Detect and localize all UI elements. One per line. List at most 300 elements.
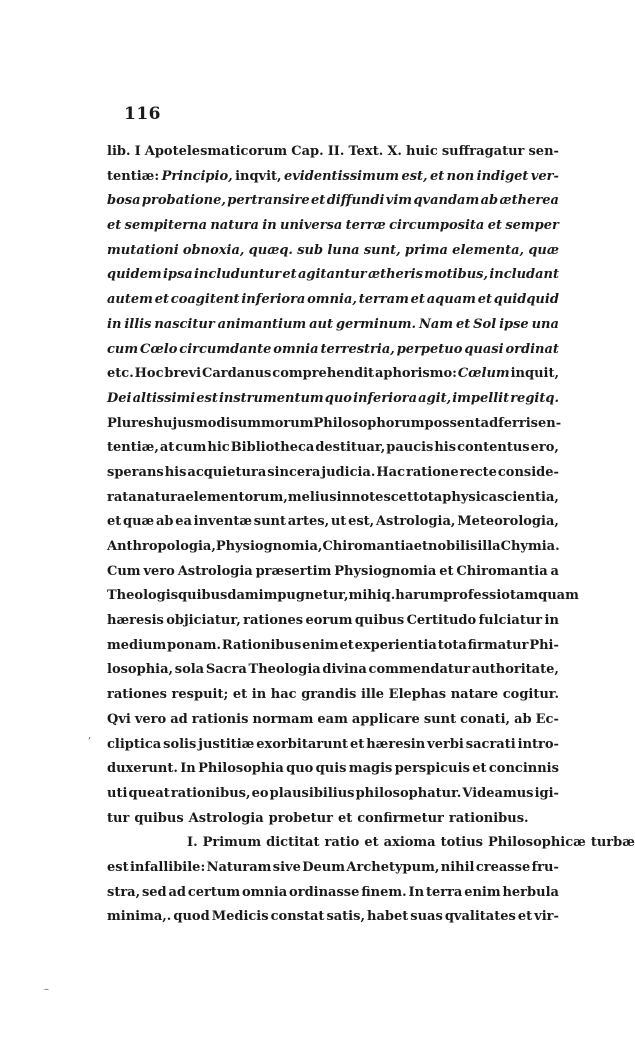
- word: satis,: [326, 909, 365, 925]
- word: huic: [406, 144, 438, 159]
- word: medium: [107, 637, 167, 653]
- word: Theologis: [107, 588, 179, 604]
- word: instrumentum: [218, 390, 324, 406]
- word: confirmetur: [357, 810, 444, 826]
- word: totius: [440, 835, 483, 851]
- text-line: [107, 490, 559, 515]
- word: est: [107, 859, 129, 875]
- word: conati,: [460, 711, 511, 727]
- text-line: [107, 835, 635, 860]
- text-line: [107, 539, 559, 564]
- word: pertransire: [227, 193, 310, 209]
- word: judicia.: [321, 464, 376, 480]
- word: comprehendit: [272, 366, 375, 382]
- text-line: [107, 860, 559, 885]
- word: I: [134, 144, 141, 159]
- word: his: [164, 464, 187, 480]
- word: est: [196, 390, 218, 406]
- word: terra: [425, 884, 463, 900]
- word: habet: [367, 909, 409, 925]
- word: ætheris: [367, 267, 423, 283]
- word: et: [455, 316, 471, 332]
- word: commendatur: [368, 662, 471, 678]
- word: sola: [174, 662, 205, 678]
- word: lib.: [107, 144, 131, 159]
- word: semper: [505, 218, 559, 234]
- text-line: [107, 514, 559, 539]
- word: et: [282, 267, 297, 283]
- word: Medicis: [211, 909, 269, 925]
- word: objiciatur,: [166, 613, 241, 629]
- text-line: [107, 737, 559, 762]
- word: nascitur: [154, 316, 215, 332]
- word: una: [531, 316, 559, 332]
- word: rata: [107, 489, 137, 505]
- text-line: [107, 638, 559, 663]
- word: Certitudo: [406, 613, 477, 629]
- word: possent: [424, 415, 481, 431]
- word: perspicuis: [394, 761, 470, 777]
- word: ab: [480, 193, 499, 209]
- word: Philosophia: [198, 761, 284, 777]
- word: ad: [170, 711, 188, 727]
- word: Dei: [107, 390, 132, 406]
- text-line: [107, 613, 559, 638]
- word: sub: [297, 242, 324, 258]
- word: Sol: [473, 316, 497, 332]
- word: quidem: [107, 267, 162, 283]
- word: ut: [330, 514, 347, 530]
- word: Plures: [107, 415, 154, 431]
- word: et: [410, 292, 425, 308]
- text-line: [107, 761, 559, 786]
- word: natare: [450, 687, 499, 703]
- word: Cœlo: [140, 341, 178, 357]
- word: et: [413, 539, 428, 554]
- word: nihil: [440, 859, 475, 875]
- word: certum: [187, 884, 241, 900]
- word: quidquid: [493, 292, 559, 308]
- word: dictitat: [266, 835, 320, 851]
- word: concinnis: [488, 761, 559, 777]
- word: hac: [270, 687, 297, 703]
- word: Astrologia: [188, 810, 264, 826]
- word: turbæ: [590, 835, 635, 851]
- word: et: [232, 687, 248, 703]
- word: infallibile:: [129, 859, 206, 875]
- word: natura: [210, 218, 259, 234]
- word: a: [550, 563, 559, 579]
- word: perpetuo: [396, 341, 463, 357]
- word: Hoc: [134, 366, 164, 382]
- word: probatione,: [141, 193, 226, 209]
- word: quæ: [123, 514, 155, 530]
- word: ætherea: [499, 193, 559, 209]
- word: elementa,: [452, 242, 525, 258]
- word: luna: [327, 242, 360, 258]
- word: et: [339, 637, 354, 653]
- word: quo: [286, 761, 314, 777]
- word: omnia: [241, 884, 288, 900]
- word: hæresis: [107, 613, 164, 629]
- word: firmatur: [467, 637, 529, 653]
- word: solis: [163, 736, 197, 752]
- word: quibusdam: [178, 588, 259, 604]
- word: circumdante: [179, 341, 272, 357]
- word: tota: [413, 489, 443, 505]
- text-line: [107, 144, 559, 169]
- word: philosophatur.: [355, 785, 462, 801]
- word: aphorismo:: [374, 366, 457, 382]
- word: duxerunt.: [107, 761, 178, 777]
- word: sive: [272, 859, 301, 875]
- word: terrestria,: [320, 341, 395, 357]
- word: Chymia.: [500, 539, 560, 554]
- word: tamquam: [509, 588, 579, 604]
- word: applicare: [351, 711, 420, 727]
- word: plausibilius: [269, 785, 355, 801]
- word: suas: [410, 909, 443, 925]
- text-line: [107, 193, 559, 218]
- word: at: [159, 440, 175, 456]
- word: vero: [134, 711, 167, 727]
- word: et: [487, 218, 502, 234]
- word: Nam: [418, 316, 454, 332]
- word: autem: [107, 292, 153, 308]
- word: evidentissimum: [283, 168, 400, 184]
- word: conside-: [497, 464, 559, 480]
- word: Primum: [202, 835, 262, 851]
- word: suffragatur: [441, 144, 525, 159]
- word: Physiognomia: [334, 563, 437, 579]
- word: prima: [404, 242, 448, 258]
- word: obnoxia,: [182, 242, 245, 258]
- word: terram: [358, 292, 409, 308]
- word: constat: [270, 909, 325, 925]
- word: qvandam: [413, 193, 480, 209]
- word: I.: [187, 835, 198, 851]
- word: et: [472, 761, 487, 777]
- word: ordinasse: [289, 884, 360, 900]
- word: ipsa: [162, 267, 193, 283]
- word: omnia,: [307, 292, 357, 308]
- page-number: 116: [124, 104, 161, 124]
- word: innotescet: [336, 489, 413, 505]
- word: quibus: [354, 613, 405, 629]
- word: Ec-: [535, 711, 559, 727]
- word: Bibliotheca: [230, 440, 315, 456]
- word: terræ: [345, 218, 386, 234]
- word: præsertim: [255, 563, 332, 579]
- text-line: [107, 317, 559, 342]
- text-line: [107, 687, 559, 712]
- word: rationibus,: [170, 785, 251, 801]
- word: ille: [360, 687, 385, 703]
- word: contentus: [457, 440, 530, 456]
- word: diffundi: [326, 193, 385, 209]
- word: agit,: [418, 390, 452, 406]
- word: ver-: [530, 168, 559, 184]
- word: quibus: [134, 810, 184, 826]
- text-line: [107, 885, 559, 910]
- word: ea: [175, 514, 192, 530]
- word: cogitur.: [502, 687, 559, 703]
- word: queat: [128, 785, 170, 801]
- word: in: [544, 613, 559, 629]
- word: Physiognomia,: [215, 539, 323, 554]
- word: Astrologia,: [375, 514, 456, 530]
- word: fulciatur: [478, 613, 543, 629]
- word: cum: [107, 341, 139, 357]
- text-line: [107, 811, 559, 836]
- word: et: [439, 563, 454, 579]
- word: probetur: [268, 810, 333, 826]
- word: stra,: [107, 884, 141, 900]
- word: rationibus.: [448, 810, 529, 826]
- word: uti: [107, 785, 128, 801]
- word: In: [180, 761, 196, 777]
- word: omnia: [273, 341, 319, 357]
- word: Sacra: [205, 662, 247, 678]
- word: vero: [143, 563, 175, 579]
- text-line: [107, 267, 559, 292]
- word: cliptica: [107, 736, 162, 752]
- word: tentiæ:: [107, 168, 160, 184]
- word: et: [517, 909, 533, 925]
- word: agitantur: [297, 267, 367, 283]
- word: Theologia: [248, 662, 321, 678]
- word: Astrologia: [177, 563, 253, 579]
- word: ero,: [530, 440, 559, 456]
- word: sincera: [267, 464, 321, 480]
- text-line: [107, 564, 559, 589]
- word: physica: [442, 489, 497, 505]
- word: harum: [395, 588, 444, 604]
- word: Qvi: [107, 711, 131, 727]
- word: minima,.: [107, 909, 172, 925]
- word: summorum: [230, 415, 314, 431]
- word: magis: [348, 761, 393, 777]
- word: Cum: [107, 563, 141, 579]
- word: illa: [477, 539, 501, 554]
- word: Cardanus: [202, 366, 272, 382]
- word: et: [107, 514, 122, 530]
- word: quæ: [528, 242, 559, 258]
- word: natura: [136, 489, 186, 505]
- word: et: [337, 810, 353, 826]
- word: Archetypum,: [346, 859, 440, 875]
- word: experientia: [354, 637, 437, 653]
- word: his: [434, 440, 457, 456]
- word: ratio: [324, 835, 360, 851]
- word: hæresin: [366, 736, 426, 752]
- word: Philosophorum: [313, 415, 425, 431]
- word: universa: [280, 218, 343, 234]
- word: Anthropologia,: [107, 539, 216, 554]
- text-line: [107, 366, 559, 391]
- word: qvalitates: [444, 909, 516, 925]
- word: indiget: [476, 168, 529, 184]
- word: ponam.: [167, 637, 222, 653]
- word: eo: [251, 785, 269, 801]
- word: normam: [252, 711, 314, 727]
- word: aquam: [426, 292, 476, 308]
- word: ad: [168, 884, 187, 900]
- word: circumposita: [389, 218, 485, 234]
- word: Principio,: [161, 168, 233, 184]
- word: ratione: [405, 464, 459, 480]
- text-line: [107, 909, 559, 934]
- word: cum: [175, 440, 207, 456]
- margin-mark: –: [44, 984, 49, 995]
- word: Chiromantia: [456, 563, 548, 579]
- text-line: [107, 465, 559, 490]
- word: Elephas: [388, 687, 447, 703]
- word: Hac: [376, 464, 405, 480]
- word: tur: [107, 810, 130, 826]
- word: respuit;: [171, 687, 229, 703]
- word: et: [349, 736, 365, 752]
- word: tota: [437, 637, 467, 653]
- word: sen-: [530, 415, 562, 431]
- word: impugnetur,: [258, 588, 349, 604]
- word: herbula: [502, 884, 559, 900]
- word: sen-: [528, 144, 559, 159]
- paragraph: [107, 835, 635, 934]
- text-line: [107, 169, 559, 194]
- word: et: [154, 292, 169, 308]
- text-line: [107, 662, 559, 687]
- word: adferri: [480, 415, 531, 431]
- word: regitq.: [510, 390, 559, 406]
- word: grandis: [301, 687, 357, 703]
- word: bosa: [107, 193, 141, 209]
- word: ab: [155, 514, 174, 530]
- word: Cap.: [291, 144, 324, 159]
- word: igi-: [534, 785, 559, 801]
- text-line: [107, 415, 562, 441]
- word: animantium: [217, 316, 307, 332]
- word: aut: [309, 316, 334, 332]
- word: hic: [207, 440, 230, 456]
- word: vim: [385, 193, 413, 209]
- word: etc.: [107, 366, 134, 382]
- word: sed: [141, 884, 167, 900]
- word: quis: [315, 761, 347, 777]
- word: et: [311, 193, 326, 209]
- word: creasse: [475, 859, 531, 875]
- word: includant: [489, 267, 559, 283]
- word: ordinat: [505, 341, 559, 357]
- word: fru-: [531, 859, 559, 875]
- word: enim: [464, 884, 501, 900]
- word: est,: [401, 168, 428, 184]
- word: acquietura: [187, 464, 267, 480]
- word: inqvit,: [235, 168, 282, 184]
- word: elementorum,: [185, 489, 288, 505]
- word: et: [364, 835, 379, 851]
- word: inventæ: [193, 514, 253, 530]
- word: motibus,: [424, 267, 488, 283]
- word: authoritate,: [471, 662, 559, 678]
- word: Chiromantia: [322, 539, 414, 554]
- word: illis: [124, 316, 152, 332]
- word: quasi: [464, 341, 504, 357]
- text-line: [107, 588, 579, 613]
- word: eorum: [305, 613, 353, 629]
- word: destituar,: [315, 440, 386, 456]
- word: scientia,: [497, 489, 559, 505]
- word: sempiterna: [124, 218, 207, 234]
- word: Deum: [302, 859, 346, 875]
- word: vir-: [534, 909, 559, 925]
- word: axioma: [383, 835, 436, 851]
- word: germinum.: [335, 316, 417, 332]
- word: quod: [173, 909, 210, 925]
- word: rationis: [191, 711, 249, 727]
- word: inquit,: [510, 366, 559, 382]
- word: Cœlum: [457, 366, 510, 382]
- word: ab: [514, 711, 532, 727]
- word: finem.: [361, 884, 407, 900]
- text-line: [107, 243, 559, 268]
- word: mutationi: [107, 242, 179, 258]
- word: in: [251, 687, 267, 703]
- word: hujusmodi: [153, 415, 231, 431]
- text-line: [107, 292, 559, 317]
- word: losophia,: [107, 662, 174, 678]
- word: ipse: [499, 316, 529, 332]
- word: inferiora: [353, 390, 418, 406]
- word: Rationibus: [221, 637, 302, 653]
- word: brevi: [164, 366, 202, 382]
- paragraph: [107, 144, 579, 835]
- text-line: [107, 218, 559, 243]
- text-line: [107, 342, 559, 367]
- text-line: [107, 786, 559, 811]
- word: enim: [302, 637, 339, 653]
- word: tentiæ,: [107, 440, 159, 456]
- word: sunt: [423, 711, 457, 727]
- word: justitiæ: [198, 736, 255, 752]
- word: et: [107, 218, 122, 234]
- word: sperans: [107, 464, 164, 480]
- word: Philosophicæ: [488, 835, 586, 851]
- text-line: [107, 440, 559, 465]
- word: eam: [317, 711, 348, 727]
- word: paucis: [386, 440, 434, 456]
- word: II.: [327, 144, 345, 159]
- body-text: [107, 144, 635, 934]
- word: Apotelesmaticorum: [144, 144, 288, 159]
- word: in: [107, 316, 122, 332]
- word: sacrati: [465, 736, 516, 752]
- word: sunt,: [363, 242, 401, 258]
- word: et: [429, 168, 445, 184]
- word: nobilis: [428, 539, 478, 554]
- word: rationes: [107, 687, 167, 703]
- word: mihiq.: [348, 588, 396, 604]
- word: Phi-: [529, 637, 559, 653]
- word: Text.: [348, 144, 384, 159]
- word: altissimi: [132, 390, 196, 406]
- word: In: [408, 884, 425, 900]
- word: includuntur: [194, 267, 282, 283]
- word: artes,: [287, 514, 330, 530]
- word: melius: [287, 489, 337, 505]
- word: Meteorologia,: [457, 514, 559, 530]
- margin-mark: ‚: [88, 730, 92, 741]
